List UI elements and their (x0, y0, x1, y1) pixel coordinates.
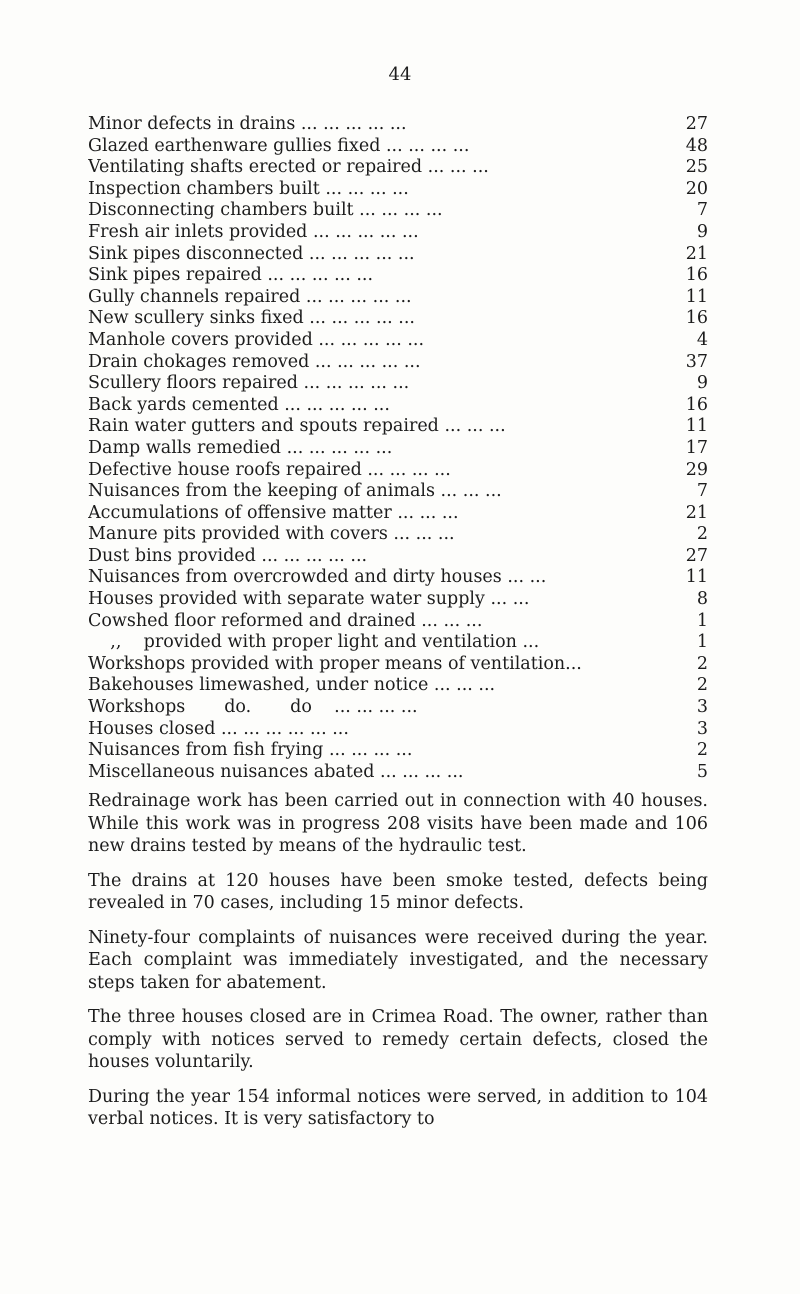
row-label: Gully channels repaired ... ... ... ... ... (88, 286, 412, 307)
row-value: 8 (696, 589, 708, 610)
row-value: 11 (685, 416, 708, 437)
row-label: Cowshed floor reformed and drained ... ... ... (88, 610, 483, 631)
row-value: 9 (696, 221, 708, 242)
table-row (88, 503, 708, 525)
body-text (88, 790, 708, 1143)
row-value: 21 (685, 243, 708, 264)
paragraph: During the year 154 informal notices were served, in addition to 104 verbal notices. It is very satisfactory to (88, 1086, 708, 1129)
row-value: 16 (685, 308, 708, 329)
row-value: 1 (696, 610, 708, 631)
table-row (88, 352, 708, 374)
row-value: 16 (685, 394, 708, 415)
row-value: 2 (696, 524, 708, 545)
row-label: Bakehouses limewashed, under notice ... ... ... (88, 675, 496, 696)
table-row (88, 114, 708, 136)
row-value: 37 (685, 351, 708, 372)
table-row (88, 460, 708, 482)
row-label: Houses provided with separate water supply ... ... (88, 589, 530, 610)
table-row (88, 567, 708, 589)
row-label: Accumulations of offensive matter ... ... ... (88, 502, 459, 523)
row-value: 29 (685, 459, 708, 480)
row-value: 48 (685, 135, 708, 156)
row-value: 20 (685, 178, 708, 199)
row-value: 3 (696, 718, 708, 739)
page-number: 44 (388, 64, 412, 85)
table-row (88, 481, 708, 503)
row-label: Workshops do. do ... ... ... ... (88, 697, 418, 718)
row-value: 27 (685, 545, 708, 566)
paragraph: The drains at 120 houses have been smoke tested, defects being revealed in 70 cases, including 15 minor defects. (88, 870, 708, 913)
table-row (88, 244, 708, 266)
table-row (88, 395, 708, 417)
row-value: 2 (696, 675, 708, 696)
row-label: Sink pipes disconnected ... ... ... ... ... (88, 243, 415, 264)
row-label: Nuisances from the keeping of animals ... ... ... (88, 481, 502, 502)
paragraph: Ninety-four complaints of nuisances were received during the year. Each complaint was immediately investigated, and the necessary steps taken for abatement. (88, 927, 708, 993)
row-value: 9 (696, 373, 708, 394)
table-row (88, 438, 708, 460)
table-row (88, 654, 708, 676)
row-label: Workshops provided with proper means of ventilation... (88, 653, 582, 674)
table-row (88, 675, 708, 697)
row-label: Back yards cemented ... ... ... ... ... (88, 394, 390, 415)
row-value: 21 (685, 502, 708, 523)
row-label: Nuisances from fish frying ... ... ... ... (88, 740, 413, 761)
table-row (88, 719, 708, 741)
row-label: Drain chokages removed ... ... ... ... ... (88, 351, 421, 372)
table-row (88, 589, 708, 611)
row-value: 4 (696, 329, 708, 350)
row-label: New scullery sinks fixed ... ... ... ... ... (88, 308, 415, 329)
row-label: Rain water gutters and spouts repaired ... ... ... (88, 416, 506, 437)
row-value: 25 (685, 157, 708, 178)
row-label: Dust bins provided ... ... ... ... ... (88, 545, 368, 566)
row-value: 3 (696, 697, 708, 718)
row-value: 11 (685, 567, 708, 588)
table-row (88, 740, 708, 762)
table-row (88, 762, 708, 784)
row-label: Sink pipes repaired ... ... ... ... ... (88, 265, 374, 286)
row-value: 27 (685, 114, 708, 134)
table-row (88, 546, 708, 568)
row-label: Ventilating shafts erected or repaired ... ... ... (88, 157, 489, 178)
row-label: Fresh air inlets provided ... ... ... ... ... (88, 221, 419, 242)
row-value: 11 (685, 286, 708, 307)
row-label: Damp walls remedied ... ... ... ... ... (88, 437, 393, 458)
nuisances-table (88, 114, 708, 783)
row-label: Nuisances from overcrowded and dirty houses ... ... (88, 567, 547, 588)
table-row (88, 416, 708, 438)
row-value: 1 (696, 632, 708, 653)
table-row (88, 200, 708, 222)
row-value: 17 (685, 437, 708, 458)
row-label: Miscellaneous nuisances abated ... ... ... ... (88, 761, 464, 782)
table-row (88, 611, 708, 633)
table-row (88, 265, 708, 287)
row-label: ,, provided with proper light and ventilation ... (88, 632, 540, 653)
row-value: 5 (696, 761, 708, 782)
table-row (88, 308, 708, 330)
paragraph: The three houses closed are in Crimea Road. The owner, rather than comply with notices served to remedy certain defects, closed the houses voluntarily. (88, 1007, 708, 1072)
row-value: 2 (696, 653, 708, 674)
row-label: Minor defects in drains ... ... ... ... ... (88, 114, 407, 134)
table-row (88, 287, 708, 309)
row-label: Scullery floors repaired ... ... ... ... ... (88, 373, 410, 394)
table-row (88, 179, 708, 201)
row-label: Houses closed ... ... ... ... ... ... (88, 718, 349, 739)
table-row (88, 330, 708, 352)
row-label: Manure pits provided with covers ... ... ... (88, 524, 455, 545)
table-row (88, 373, 708, 395)
row-value: 2 (696, 740, 708, 761)
table-row (88, 157, 708, 179)
row-label: Glazed earthenware gullies fixed ... ... ... ... (88, 135, 470, 156)
row-value: 7 (696, 481, 708, 502)
row-label: Inspection chambers built ... ... ... ... (88, 178, 409, 199)
row-label: Manhole covers provided ... ... ... ... ... (88, 329, 425, 350)
table-row (88, 222, 708, 244)
table-row (88, 524, 708, 546)
paragraph: Redrainage work has been carried out in connection with 40 houses. While this work was in progress 208 visits have been made and 106 new drains tested by means of the hydraulic test. (88, 791, 708, 856)
table-row (88, 697, 708, 719)
table-row (88, 632, 708, 654)
row-value: 7 (696, 200, 708, 221)
row-value: 16 (685, 265, 708, 286)
row-label: Disconnecting chambers built ... ... ... ... (88, 200, 443, 221)
row-label: Defective house roofs repaired ... ... ... ... (88, 459, 451, 480)
table-row (88, 136, 708, 158)
